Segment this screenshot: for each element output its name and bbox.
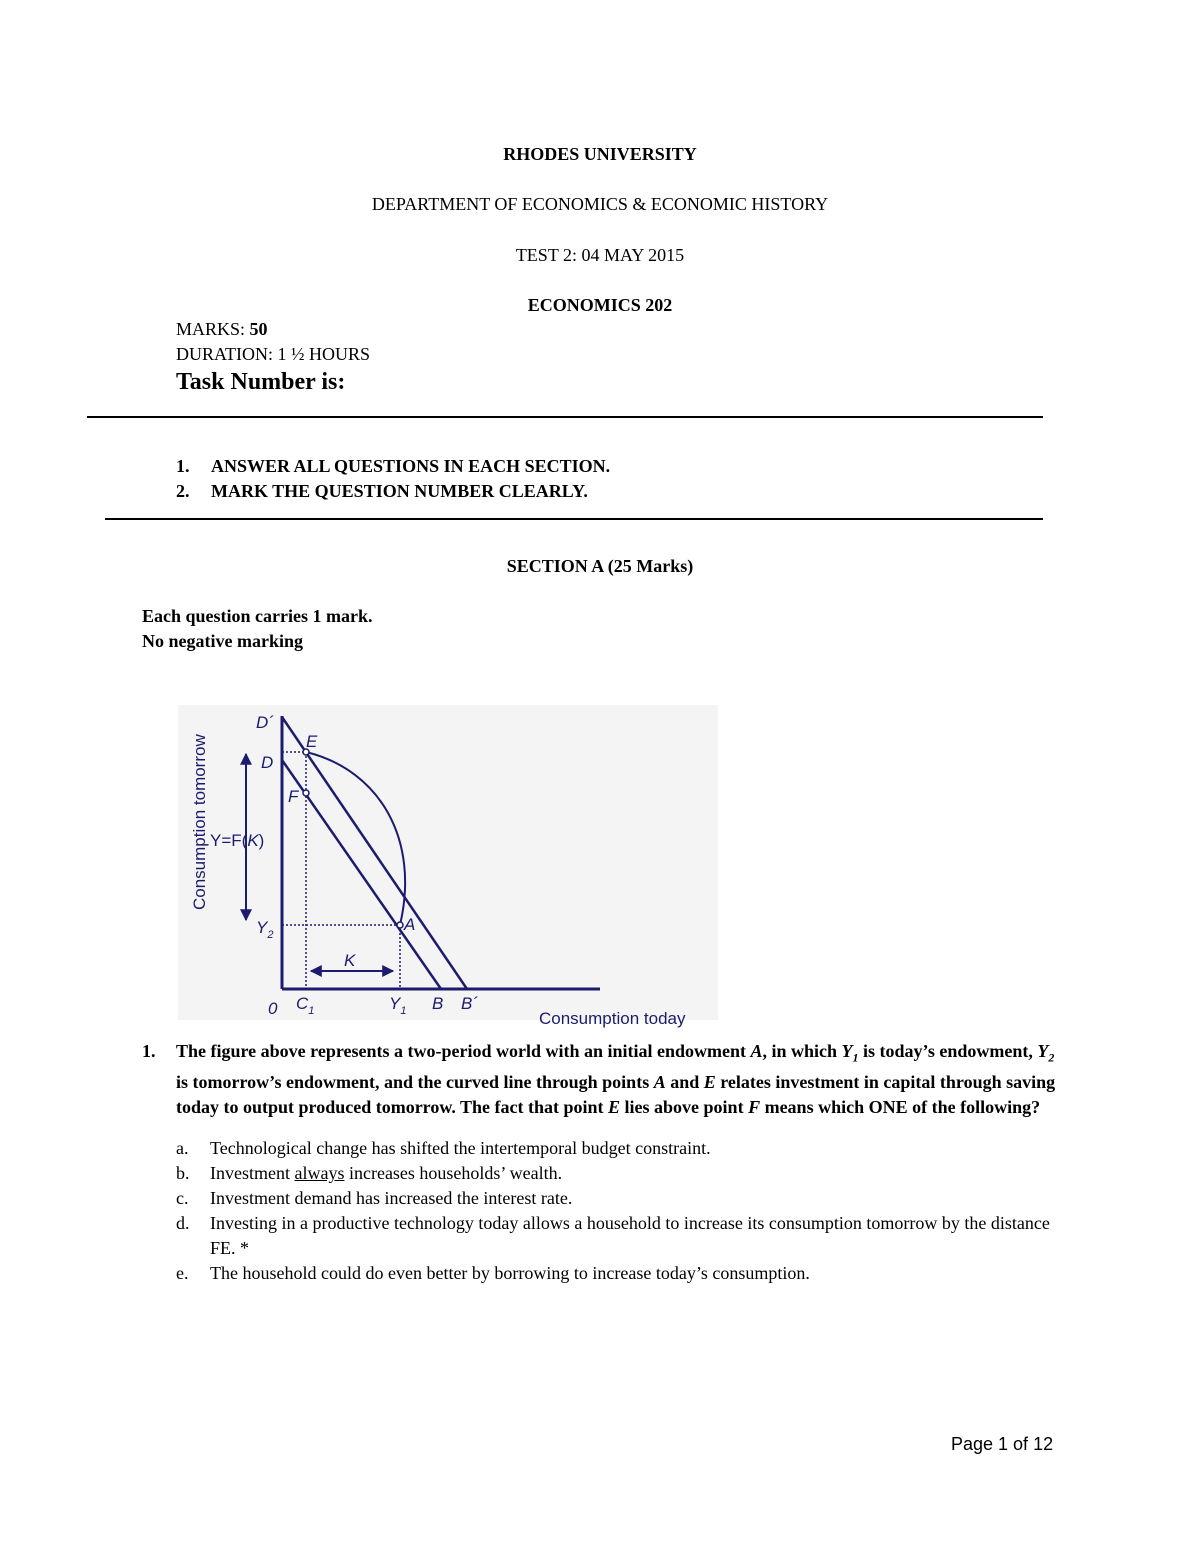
instruction-item: 1. ANSWER ALL QUESTIONS IN EACH SECTION. xyxy=(176,456,611,476)
option-b: b. Investment always increases households’ wealth. xyxy=(176,1163,563,1183)
label-a: A xyxy=(404,915,416,934)
marks-line xyxy=(176,318,268,340)
section-note-marks: Each question carries 1 mark. xyxy=(142,606,373,626)
label-y2: $Y_2$ xyxy=(256,918,274,941)
question-stem: The figure above represents a two-period world with an initial endowment A, in which $Y_1$ is today’s endowment, $Y_2$ is tomorrow’s endowment, and the curved line through points A and E relates investment in capital through saving today to output produced tomorrow. The fact that point E lies above point F means which ONE of the following? xyxy=(176,1041,1056,1117)
test-date: TEST 2: 04 MAY 2015 xyxy=(515,245,685,265)
label-f: F xyxy=(288,787,299,806)
section-title: SECTION A (25 Marks) xyxy=(506,556,694,576)
marks-value: 50 xyxy=(249,319,268,339)
x-axis-label: Consumption today xyxy=(539,1009,686,1028)
instruction-item: 2. MARK THE QUESTION NUMBER CLEARLY. xyxy=(176,481,588,501)
label-dprime: D´ xyxy=(256,713,274,732)
figure-background xyxy=(178,705,718,1020)
label-e: E xyxy=(306,732,318,751)
top-divider xyxy=(87,416,1043,418)
label-c1: $C_1$ xyxy=(296,994,315,1017)
option-d: d. Investing in a productive technology today allows a household to increase its consumption tomorrow by the distance FE. * xyxy=(176,1213,1050,1258)
answer-options xyxy=(176,1136,1056,1286)
section-note-negative: No negative marking xyxy=(142,631,303,651)
origin-label: 0 xyxy=(268,999,278,1018)
point-a xyxy=(397,922,403,928)
course-code: ECONOMICS 202 xyxy=(527,295,673,315)
option-e: e. The household could do even better by borrowing to increase today’s consumption. xyxy=(176,1263,810,1283)
label-output-function: Y=F(K) xyxy=(210,831,265,850)
page-number: Page 1 of 12 xyxy=(951,1434,1054,1454)
university-name: RHODES UNIVERSITY xyxy=(503,144,697,164)
intertemporal-figure xyxy=(170,700,730,1030)
option-c: c. Investment demand has increased the interest rate. xyxy=(176,1188,573,1208)
task-number: Task Number is: xyxy=(176,369,346,395)
instructions-list xyxy=(176,454,610,504)
label-b: B xyxy=(432,994,444,1013)
label-y1: $Y_1$ xyxy=(389,994,407,1017)
label-bprime: B´ xyxy=(461,994,478,1013)
label-k: K xyxy=(344,951,356,970)
duration-line: DURATION: 1 ½ HOURS xyxy=(176,344,371,364)
question-number: 1. xyxy=(142,1041,156,1061)
department-name: DEPARTMENT OF ECONOMICS & ECONOMIC HISTORY xyxy=(371,194,829,214)
label-d: D xyxy=(261,753,274,772)
option-a: a. Technological change has shifted the intertemporal budget constraint. xyxy=(176,1138,711,1158)
bottom-divider xyxy=(105,518,1043,520)
marks-label: MARKS: xyxy=(176,319,250,339)
y-axis-label: Consumption tomorrow xyxy=(190,734,209,910)
point-f xyxy=(303,790,309,796)
